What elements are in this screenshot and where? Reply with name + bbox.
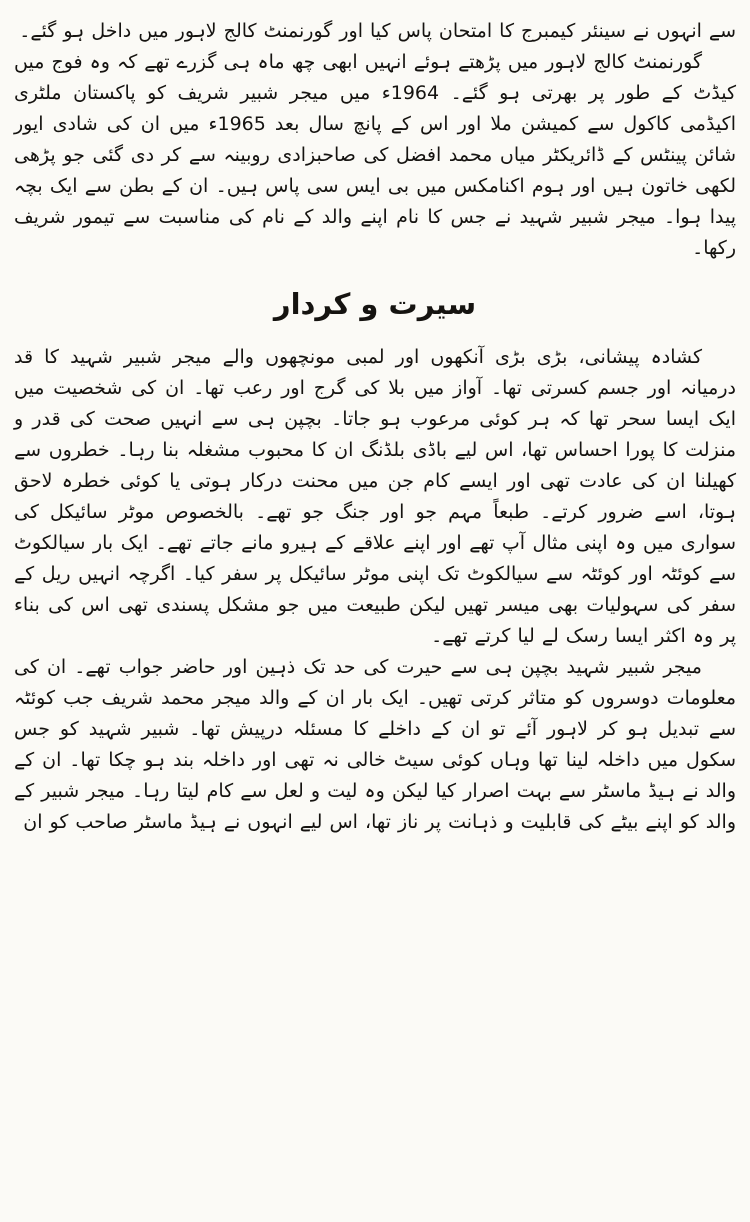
paragraph: میجر شبیر شہید بچپن ہی سے حیرت کی حد تک ذہین اور حاضر جواب تھے۔ ان کی معلومات دوسروں کو متاثر کرتی تھیں۔ ایک بار ان کے والد میجر محمد شریف جب کوئٹہ سے تبدیل ہو کر لاہور آئے تو ان کے داخلے کا مسئلہ درپیش تھا۔ شبیر شہید کو جس سکول میں داخلہ لینا تھا وہاں کوئی سیٹ خالی نہ تھی اور داخلہ بند ہو چکا تھا۔ ان کے والد نے ہیڈ ماسٹر سے بہت اصرار کیا لیکن وہ لیت و لعل سے کام لیتا رہا۔ میجر شبیر کے والد کو اپنے بیٹے کی قابلیت و ذہانت پر ناز تھا، اس لیے انہوں نے ہیڈ ماسٹر صاحب کو ان — [14, 655, 736, 833]
paragraph-continuation: سے انہوں نے سینئر کیمبرج کا امتحان پاس کیا اور گورنمنٹ کالج لاہور میں داخل ہو گئے۔ — [19, 20, 736, 42]
paragraph: گورنمنٹ کالج لاہور میں پڑھتے ہوئے انہیں ابھی چھ ماہ ہی گزرے تھے کہ وہ فوج میں کیڈٹ کے طور پر بھرتی ہو گئے۔ 1964ء میں میجر شبیر شریف کو پاکستان ملٹری اکیڈمی کاکول سے کمیشن ملا اور اس کے پانچ سال بعد 1965ء میں ان کی شادی ایور شائن پینٹس کے ڈائریکٹر میاں محمد افضل کی صاحبزادی روبینہ سے کر دی گئی جو پڑھی لکھی خاتون ہیں اور ہوم اکنامکس میں بی ایس سی پاس ہیں۔ ان کے بطن سے ایک بچہ پیدا ہوا۔ میجر شبیر شہید نے جس کا نام اپنے والد کے نام کی مناسبت سے تیمور شریف رکھا۔ — [14, 51, 737, 259]
paragraph: کشادہ پیشانی، بڑی بڑی آنکھوں اور لمبی مونچھوں والے میجر شبیر شہید کا قد درمیانہ اور جسم کسرتی تھا۔ آواز میں بلا کی گرج اور رعب تھا۔ ان کی شخصیت میں ایک ایسا سحر تھا کہ ہر کوئی مرعوب ہو جاتا۔ بچپن ہی سے انہیں صحت کی قدر و منزلت کا پورا احساس تھا، اس لیے باڈی بلڈنگ ان کا محبوب مشغلہ بنا رہا۔ خطروں سے کھیلنا ان کی عادت تھی اور ایسے کام جن میں محنت درکار ہوتی یا کوئی خطرہ لاحق ہوتا، اسے ضرور کرتے۔ طبعاً مہم جو اور جنگ جو تھے۔ بالخصوص موٹر سائیکل کی سواری میں وہ اپنی مثال آپ تھے اور اپنے علاقے کے ہیرو مانے جاتے تھے۔ ایک بار سیالکوٹ سے کوئٹہ اور کوئٹہ سے سیالکوٹ تک اپنی موٹر سائیکل پر سفر کیا۔ اگرچہ انہیں ریل کے سفر کی سہولیات بھی میسر تھیں لیکن طبیعت میں جو مشکل پسندی تھی اس کی بناء پر وہ اکثر ایسا رسک لے لیا کرتے تھے۔ — [14, 345, 736, 647]
section-heading: سیرت و کردار — [273, 287, 477, 321]
